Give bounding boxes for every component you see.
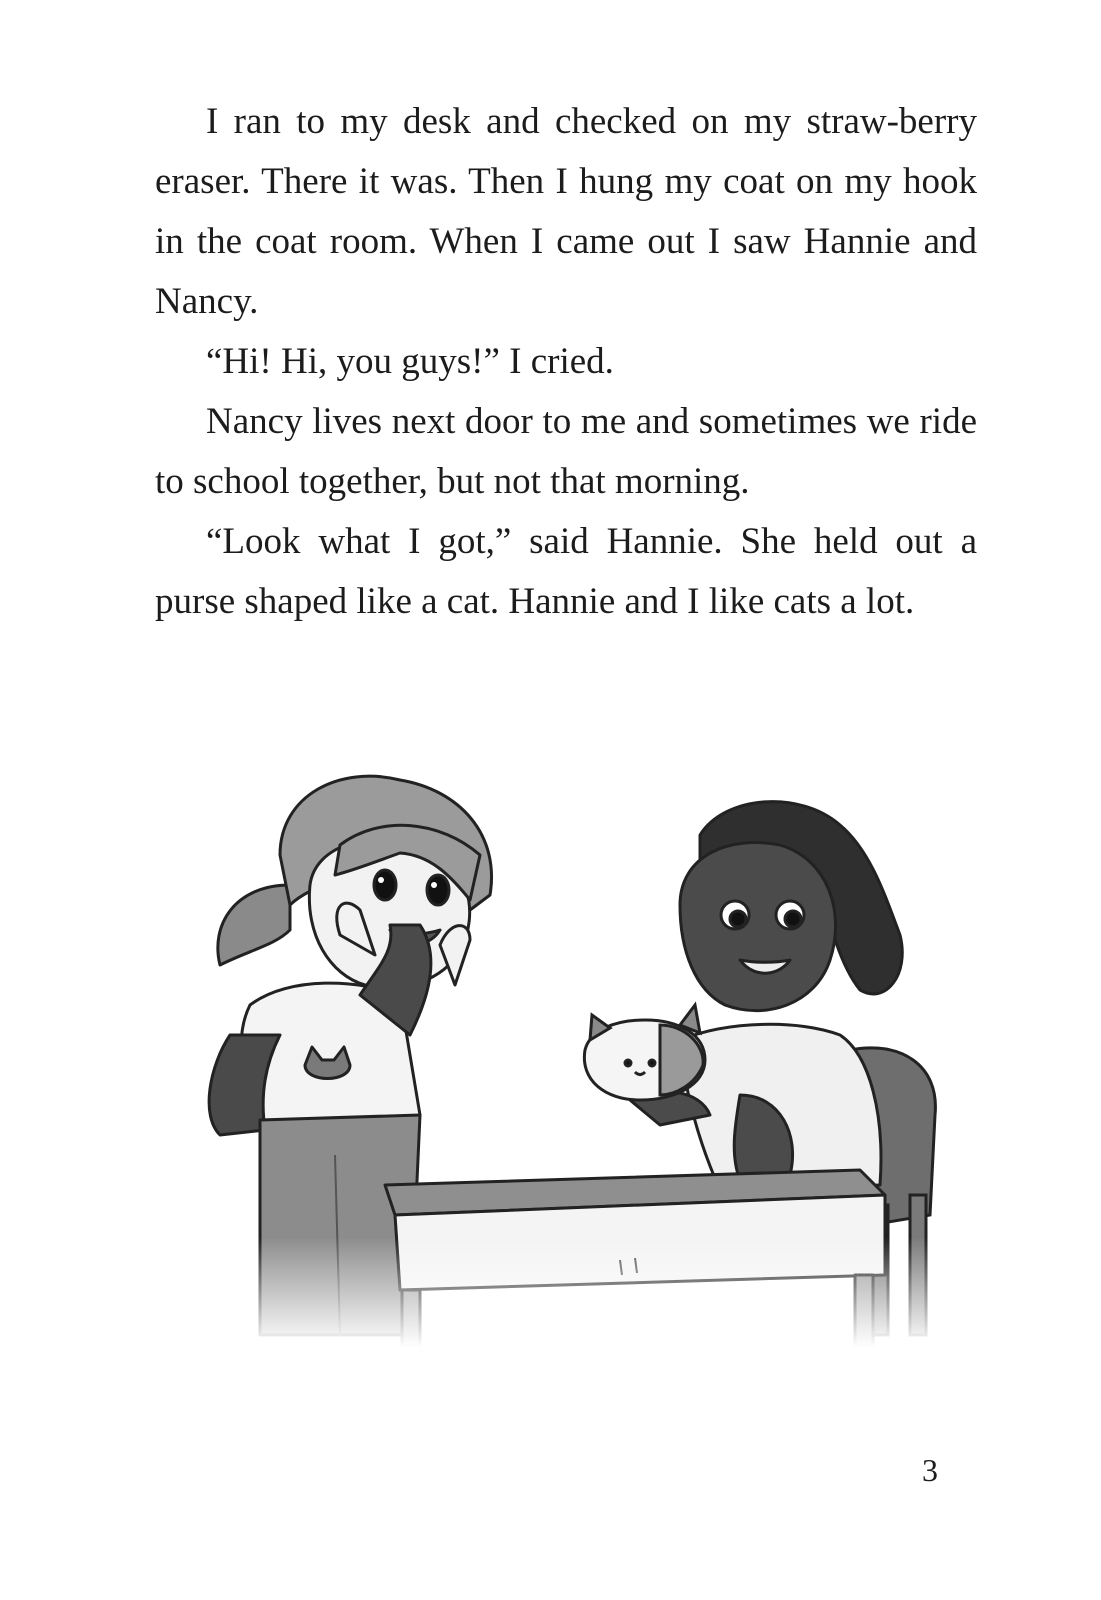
paragraph: Nancy lives next door to me and sometimes we ride to school together, but not that morning.: [155, 401, 977, 502]
paragraph: “Hi! Hi, you guys!” I cried.: [206, 341, 614, 382]
story-illustration: [140, 735, 980, 1347]
page-number: 3: [922, 1452, 938, 1488]
paragraph: I ran to my desk and checked on my straw-berry eraser. There it was. Then I hung my coat on my hook in the coat room. When I came out I saw Hannie and Nancy.: [155, 101, 977, 322]
story-text: [155, 92, 977, 632]
paragraph: “Look what I got,” said Hannie. She held out a purse shaped like a cat. Hannie and I like cats a lot.: [155, 521, 977, 622]
